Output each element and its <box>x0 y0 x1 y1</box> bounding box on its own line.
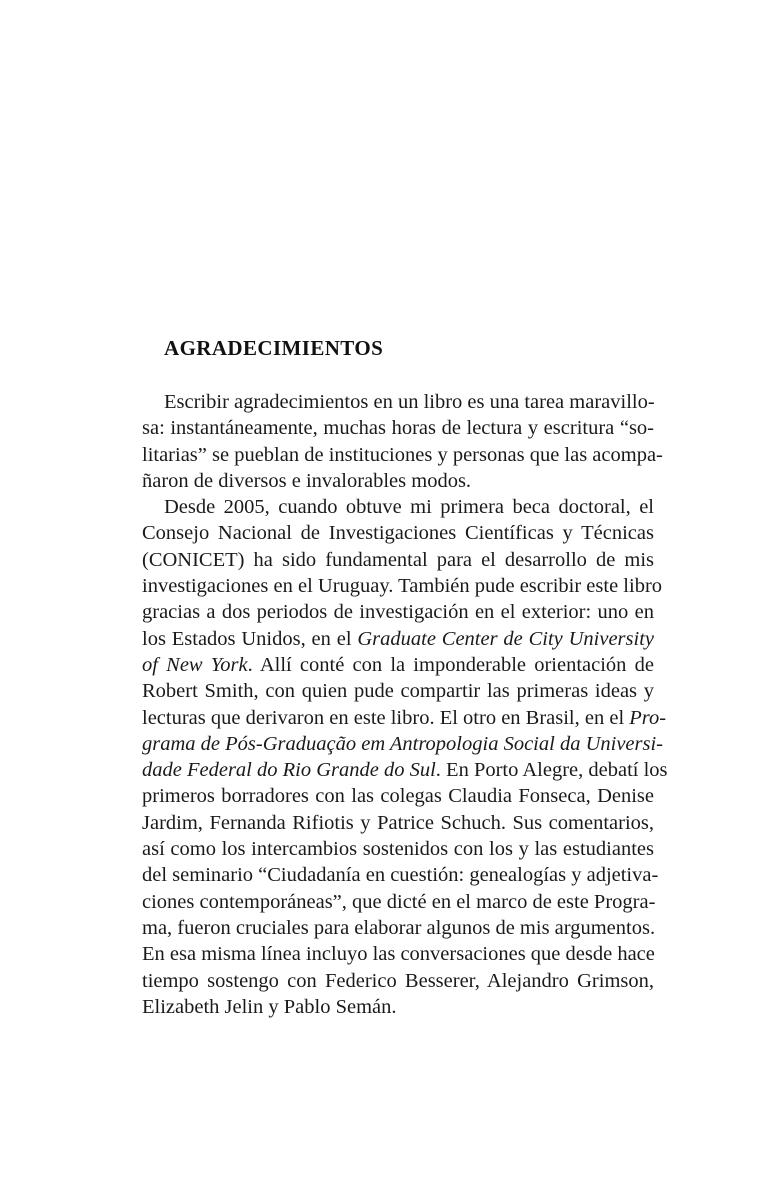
text-segment: Desde 2005, cuando obtuve mi primera beca doctoral, el <box>164 496 654 519</box>
italic-text-segment: Graduate Center de City University <box>357 627 654 650</box>
text-line <box>142 599 654 625</box>
italic-text-segment: dade Federal do Rio Grande do Sul <box>142 759 436 782</box>
text-segment: litarias” se pueblan de instituciones y personas que las acompa- <box>142 443 663 466</box>
text-segment: (CONICET) ha sido fundamental para el desarrollo de mis <box>142 548 654 571</box>
text-line <box>142 442 663 468</box>
text-segment: Escribir agradecimientos en un libro es una tarea maravillo- <box>164 391 655 413</box>
text-segment: lecturas que derivaron en este libro. El otro en Brasil, en el <box>142 706 630 729</box>
text-line <box>142 389 654 415</box>
text-segment: . En Porto Alegre, debatí los <box>435 759 668 782</box>
text-line <box>142 468 654 494</box>
text-segment: sa: instantáneamente, muchas horas de lectura y escritura “so- <box>142 417 654 440</box>
text-segment: ma, fueron cruciales para elaborar algunos de mis argumentos. <box>142 916 656 939</box>
text-line <box>142 968 654 994</box>
text-segment: En esa misma línea incluyo las conversaciones que desde hace <box>142 943 655 966</box>
text-line <box>142 862 659 888</box>
text-segment: . Allí conté con la imponderable orientación de <box>247 653 654 676</box>
text-line <box>142 415 654 441</box>
text-segment: tiempo sostengo con Federico Besserer, Alejandro Grimson, <box>142 969 654 992</box>
text-line <box>142 520 654 546</box>
text-segment: gracias a dos periodos de investigación en el exterior: uno en <box>142 601 654 624</box>
text-line <box>142 652 654 678</box>
text-segment: así como los intercambios sostenidos con los y las estudiantes <box>142 838 654 861</box>
text-segment: primeros borradores con las colegas Claudia Fonseca, Denise <box>142 785 654 808</box>
text-line <box>142 810 654 836</box>
text-segment: Robert Smith, con quien pude compartir las primeras ideas y <box>142 680 654 703</box>
text-line <box>142 941 654 967</box>
chapter-heading: AGRADECIMIENTOS <box>164 336 384 360</box>
text-line <box>142 705 667 731</box>
text-line <box>142 678 654 704</box>
text-segment: Jardim, Fernanda Rifiotis y Patrice Schuch. Sus comentarios, <box>142 811 654 834</box>
italic-text-segment: Pro- <box>629 706 667 729</box>
text-line <box>142 836 654 862</box>
text-line <box>142 494 654 520</box>
text-line <box>142 783 654 809</box>
text-segment: Consejo Nacional de Investigaciones Científicas y Técnicas <box>142 522 654 545</box>
italic-text-segment: grama de Pós-Graduação em Antropologia Social da Universi- <box>142 732 663 755</box>
text-line <box>142 573 663 599</box>
text-line <box>142 626 654 652</box>
text-line <box>142 757 668 783</box>
italic-text-segment: of New York <box>142 653 248 676</box>
text-segment: ciones contemporáneas”, que dicté en el marco de este Progra- <box>142 890 656 913</box>
text-line <box>142 731 663 757</box>
text-line <box>142 915 654 941</box>
text-line <box>142 889 654 915</box>
text-segment: Elizabeth Jelin y Pablo Semán. <box>142 995 397 1018</box>
text-line <box>142 547 654 573</box>
text-line <box>142 994 654 1020</box>
text-segment: del seminario “Ciudadanía en cuestión: genealogías y adjetiva- <box>142 864 659 887</box>
text-segment: los Estados Unidos, en el <box>142 627 358 650</box>
acknowledgements-body <box>142 389 668 1020</box>
text-segment: ñaron de diversos e invalorables modos. <box>142 469 472 492</box>
text-segment: investigaciones en el Uruguay. También pude escribir este libro <box>142 575 663 598</box>
